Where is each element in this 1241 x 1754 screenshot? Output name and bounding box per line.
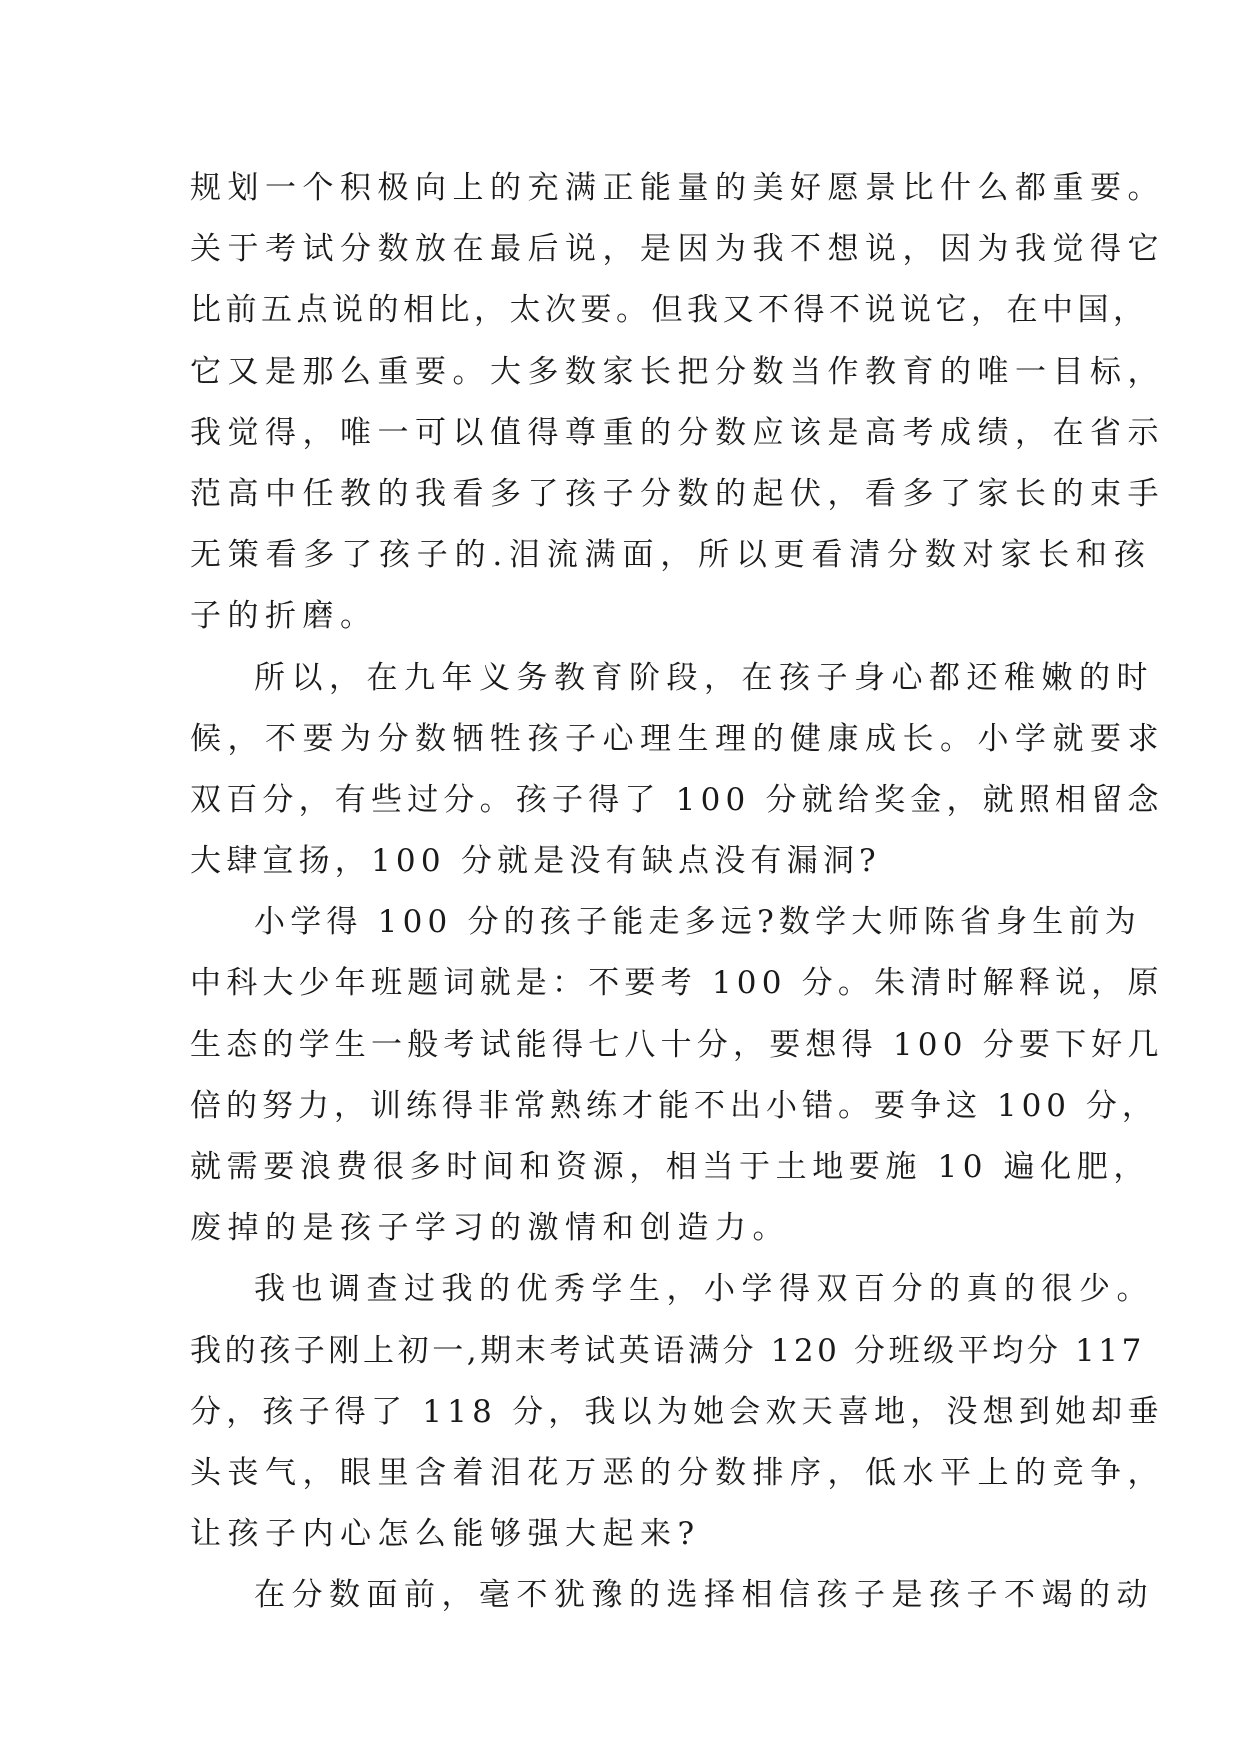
text-line: 规划一个积极向上的充满正能量的美好愿景比什么都重要。 <box>190 170 1165 206</box>
text-line: 我觉得，唯一可以值得尊重的分数应该是高考成绩，在省示 <box>190 414 1165 451</box>
text-line: 大肆宣扬，100 分就是没有缺点没有漏洞? <box>190 843 881 880</box>
text-line: 废掉的是孩子学习的激情和创造力。 <box>190 1210 790 1247</box>
text-line: 子的折磨。 <box>190 598 378 635</box>
document-body <box>190 158 1165 1627</box>
text-line: 双百分，有些过分。孩子得了 100 分就给奖金，就照相留念 <box>190 781 1164 818</box>
text-line: 生态的学生一般考试能得七八十分，要想得 100 分要下好几 <box>190 1026 1164 1063</box>
text-line: 候，不要为分数牺牲孩子心理生理的健康成长。小学就要求 <box>190 720 1165 757</box>
text-line: 倍的努力，训练得非常熟练才能不出小错。要争这 100 分， <box>190 1087 1158 1124</box>
text-line: 范高中任教的我看多了孩子分数的起伏，看多了家长的束手 <box>190 475 1165 512</box>
text-line: 无策看多了孩子的.泪流满面，所以更看清分数对家长和孩 <box>190 537 1152 574</box>
text-line: 比前五点说的相比，太次要。但我又不得不说说它，在中国， <box>190 292 1149 329</box>
text-line: 关于考试分数放在最后说，是因为我不想说，因为我觉得它 <box>190 231 1165 268</box>
text-line: 我也调查过我的优秀学生，小学得双百分的真的很少。 <box>254 1271 1154 1308</box>
text-line: 中科大少年班题词就是：不要考 100 分。朱清时解释说，原 <box>190 965 1164 1002</box>
text-line: 小学得 100 分的孩子能走多远?数学大师陈省身生前为 <box>254 904 1141 941</box>
text-line: 让孩子内心怎么能够强大起来? <box>190 1516 701 1553</box>
text-line: 我的孩子刚上初一,期末考试英语满分 120 分班级平均分 117 <box>190 1332 1145 1369</box>
text-line: 分，孩子得了 118 分，我以为她会欢天喜地，没想到她却垂 <box>190 1393 1164 1430</box>
text-line: 它又是那么重要。大多数家长把分数当作教育的唯一目标， <box>190 353 1165 390</box>
text-line: 头丧气，眼里含着泪花万恶的分数排序，低水平上的竞争， <box>190 1454 1165 1491</box>
text-line: 就需要浪费很多时间和资源，相当于土地要施 10 遍化肥， <box>190 1149 1150 1185</box>
text-line: 所以，在九年义务教育阶段，在孩子身心都还稚嫩的时 <box>254 659 1154 696</box>
text-line: 在分数面前，毫不犹豫的选择相信孩子是孩子不竭的动 <box>254 1577 1154 1614</box>
